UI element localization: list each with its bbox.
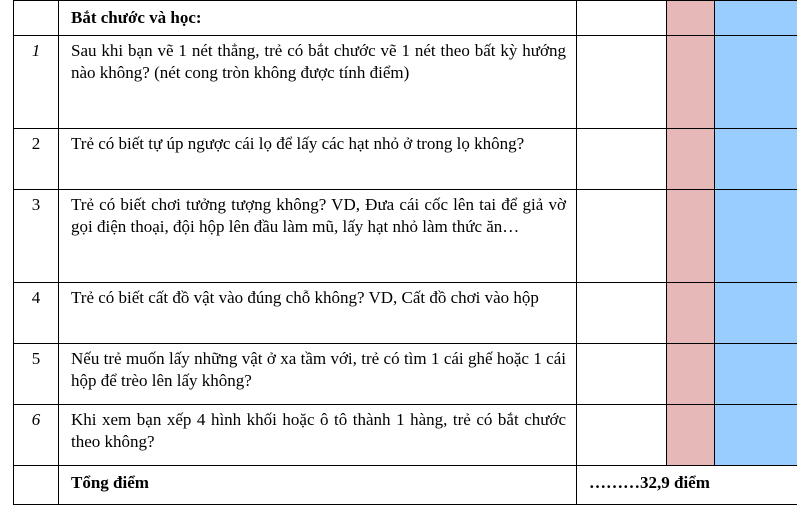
answer-cell[interactable] bbox=[577, 1, 667, 36]
score-cell-pink[interactable] bbox=[667, 190, 715, 283]
question-number: 3 bbox=[14, 190, 59, 283]
score-cell-blue[interactable] bbox=[715, 405, 797, 466]
answer-cell[interactable] bbox=[577, 129, 667, 190]
question-row bbox=[14, 190, 797, 283]
total-score: ………32,9 điểm bbox=[577, 466, 797, 505]
score-cell-pink[interactable] bbox=[667, 129, 715, 190]
number-cell bbox=[14, 1, 59, 36]
score-cell-pink[interactable] bbox=[667, 1, 715, 36]
score-cell-blue[interactable] bbox=[715, 1, 797, 36]
answer-cell[interactable] bbox=[577, 283, 667, 344]
score-cell-blue[interactable] bbox=[715, 129, 797, 190]
question-number: 5 bbox=[14, 344, 59, 405]
question-text: Khi xem bạn xếp 4 hình khối hoặc ô tô thành 1 hàng, trẻ có bắt chước theo không? bbox=[59, 405, 577, 466]
answer-cell[interactable] bbox=[577, 344, 667, 405]
score-cell-blue[interactable] bbox=[715, 36, 797, 129]
question-text: Trẻ có biết chơi tưởng tượng không? VD, Đưa cái cốc lên tai để giả vờ gọi điện thoại, đội hộp lên đầu làm mũ, lấy hạt nhỏ làm thức ăn… bbox=[59, 190, 577, 283]
question-number: 4 bbox=[14, 283, 59, 344]
score-cell-pink[interactable] bbox=[667, 36, 715, 129]
question-row bbox=[14, 283, 797, 344]
question-number: 6 bbox=[14, 405, 59, 466]
score-cell-blue[interactable] bbox=[715, 190, 797, 283]
answer-cell[interactable] bbox=[577, 36, 667, 129]
question-number: 2 bbox=[14, 129, 59, 190]
section-title: Bắt chước và học: bbox=[59, 1, 577, 36]
question-row bbox=[14, 36, 797, 129]
score-cell-blue[interactable] bbox=[715, 283, 797, 344]
question-number: 1 bbox=[14, 36, 59, 129]
total-label: Tổng điểm bbox=[59, 466, 577, 505]
section-header-row bbox=[14, 1, 797, 36]
question-row bbox=[14, 129, 797, 190]
question-text: Nếu trẻ muốn lấy những vật ở xa tầm với, trẻ có tìm 1 cái ghế hoặc 1 cái hộp để trèo lên lấy không? bbox=[59, 344, 577, 405]
number-cell bbox=[14, 466, 59, 505]
answer-cell[interactable] bbox=[577, 190, 667, 283]
question-row bbox=[14, 344, 797, 405]
score-cell-pink[interactable] bbox=[667, 283, 715, 344]
score-cell-pink[interactable] bbox=[667, 344, 715, 405]
question-row bbox=[14, 405, 797, 466]
total-row bbox=[14, 466, 797, 505]
questionnaire-table bbox=[13, 0, 797, 505]
answer-cell[interactable] bbox=[577, 405, 667, 466]
score-cell-blue[interactable] bbox=[715, 344, 797, 405]
question-text: Trẻ có biết cất đồ vật vào đúng chỗ không? VD, Cất đồ chơi vào hộp bbox=[59, 283, 577, 344]
score-cell-pink[interactable] bbox=[667, 405, 715, 466]
question-text: Sau khi bạn vẽ 1 nét thẳng, trẻ có bắt chước vẽ 1 nét theo bất kỳ hướng nào không? (nét cong tròn không được tính điểm) bbox=[59, 36, 577, 129]
question-text: Trẻ có biết tự úp ngược cái lọ để lấy các hạt nhỏ ở trong lọ không? bbox=[59, 129, 577, 190]
